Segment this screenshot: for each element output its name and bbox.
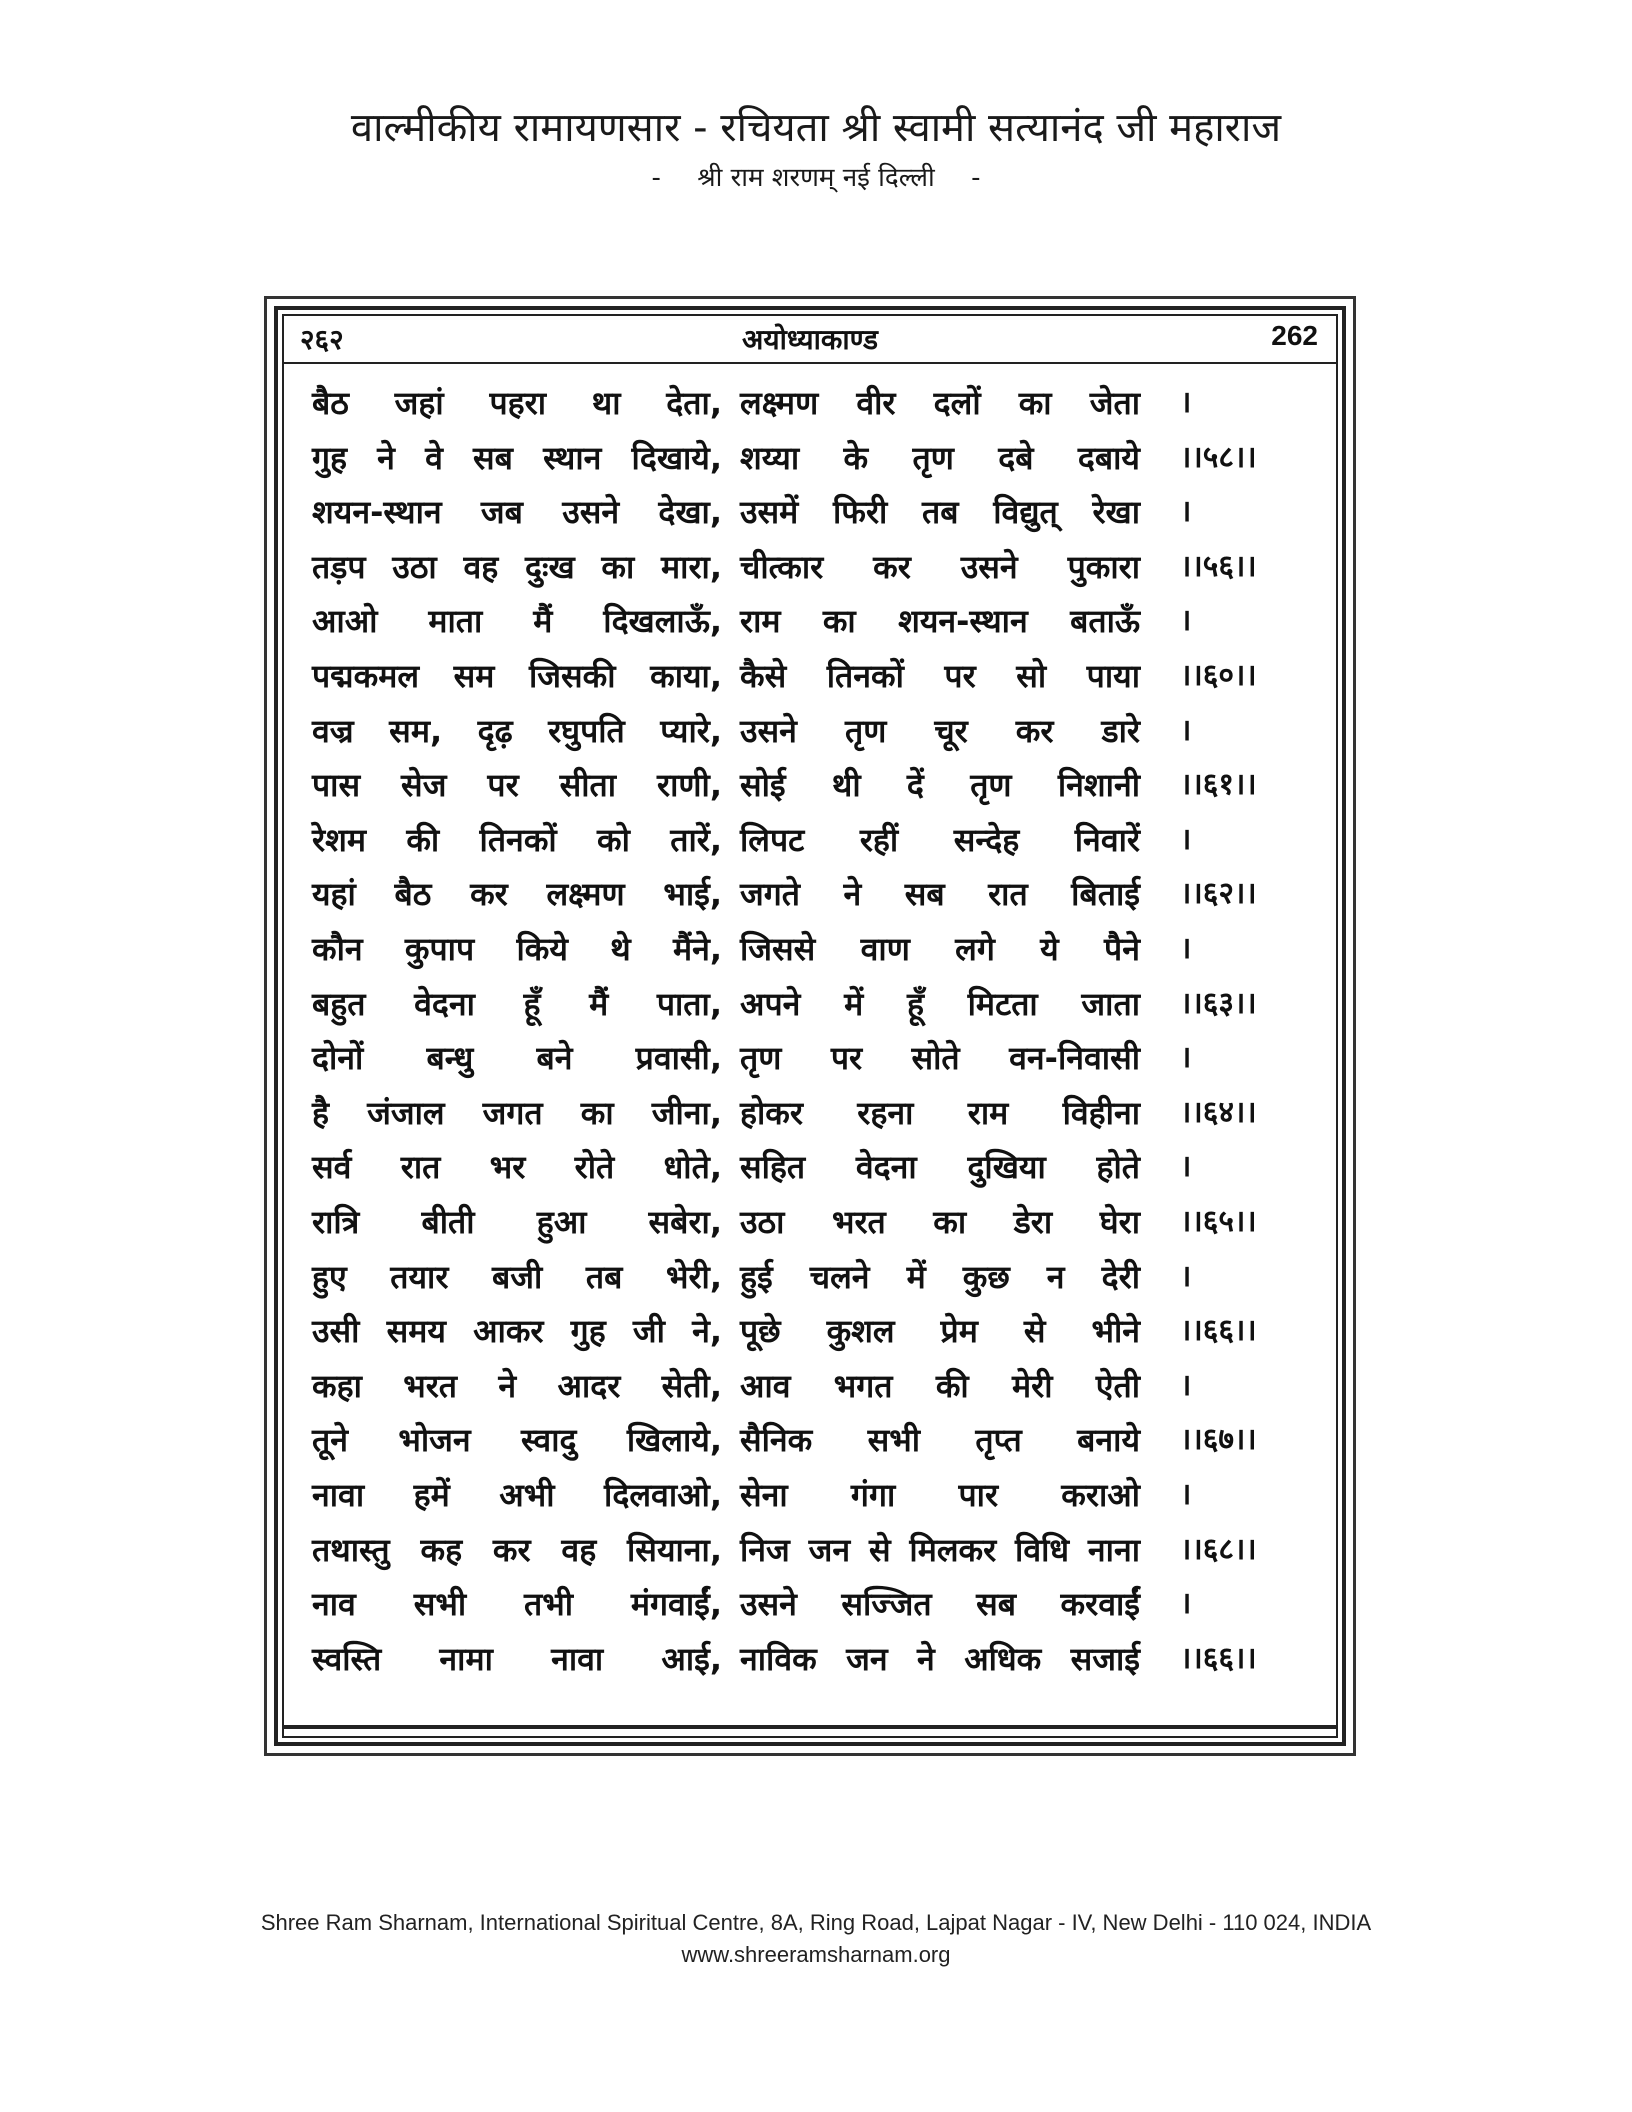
- verse-first-half: वज्र सम, दृढ़ रघुपति प्यारे,: [312, 711, 722, 750]
- subtitle-text: श्री राम शरणम् नई दिल्ली: [697, 163, 935, 193]
- verse-second-half: लिपट रहीं सन्देह निवारें: [740, 820, 1140, 859]
- verse-line: [0, 594, 1632, 648]
- verse-mark: ।: [1180, 385, 1192, 420]
- verse-line: [0, 1031, 1632, 1085]
- verse-second-half: शय्या के तृण दबे दबाये: [740, 438, 1140, 477]
- verse-first-half: कौन कुपाप किये थे मैंने,: [312, 930, 722, 968]
- verse-second-half: उसने तृण चूर कर डारे: [740, 711, 1140, 750]
- verse-second-half: जिससे वाण लगे ये पैने: [740, 930, 1140, 968]
- verse-second-half: होकर रहना राम विहीना: [740, 1093, 1140, 1132]
- verse-mark: ।।६५।।: [1180, 1204, 1257, 1239]
- verse-line: [0, 649, 1632, 703]
- verse-line: [0, 758, 1632, 812]
- subtitle-dash-left: -: [651, 163, 661, 193]
- verse-mark: ।: [1180, 1477, 1192, 1512]
- section-title: अयोध्याकाण्ड: [742, 323, 878, 356]
- verse-first-half: तड़प उठा वह दुःख का मारा,: [312, 547, 722, 586]
- verse-line: [0, 485, 1632, 539]
- verse-second-half: आव भगत की मेरी ऐती: [740, 1366, 1140, 1405]
- verse-line: [0, 1359, 1632, 1413]
- verse-line: [0, 1304, 1632, 1358]
- header-divider: [282, 362, 1338, 364]
- verse-mark: ।।६२।।: [1180, 876, 1257, 912]
- verse-first-half: गुह ने वे सब स्थान दिखाये,: [312, 438, 722, 477]
- verse-second-half: कैसे तिनकों पर सो पाया: [740, 657, 1140, 695]
- verse-second-half: चीत्कार कर उसने पुकारा: [740, 547, 1140, 586]
- verse-line: [0, 867, 1632, 921]
- verse-second-half: नाविक जन ने अधिक सजाई: [740, 1639, 1140, 1678]
- verse-second-half: हुई चलने में कुछ न देरी: [740, 1257, 1140, 1296]
- verse-second-half: अपने में हूँ मिटता जाता: [740, 984, 1140, 1023]
- verse-mark: ।।६०।।: [1180, 658, 1257, 693]
- verse-mark: ।: [1180, 1367, 1192, 1403]
- page-number-devanagari: २६२: [300, 323, 344, 356]
- verse-first-half: यहां बैठ कर लक्ष्मण भाई,: [312, 875, 722, 914]
- verse-second-half: उसमें फिरी तब विद्युत् रेखा: [740, 493, 1140, 532]
- verse-first-half: शयन-स्थान जब उसने देखा,: [312, 493, 722, 532]
- verse-first-half: रात्रि बीती हुआ सबेरा,: [312, 1203, 722, 1241]
- verse-second-half: पूछे कुशल प्रेम से भीने: [740, 1312, 1140, 1351]
- verse-second-half: उठा भरत का डेरा घेरा: [740, 1203, 1140, 1241]
- verse-first-half: नावा हमें अभी दिलवाओ,: [312, 1476, 722, 1514]
- verse-second-half: सोई थी दें तृण निशानी: [740, 766, 1140, 805]
- verse-mark: ।: [1180, 1040, 1192, 1076]
- verse-second-half: तृण पर सोते वन-निवासी: [740, 1039, 1140, 1078]
- verse-line: [0, 1140, 1632, 1194]
- verse-first-half: बहुत वेदना हूँ मैं पाता,: [312, 984, 722, 1023]
- verse-mark: ।: [1180, 494, 1192, 530]
- verse-line: [0, 1632, 1632, 1686]
- document-title: वाल्मीकीय रामायणसार - रचियता श्री स्वामी सत्यानंद जी महाराज: [350, 105, 1282, 151]
- verse-first-half: उसी समय आकर गुह जी ने,: [312, 1312, 722, 1351]
- verse-first-half: आओ माता मैं दिखलाऊँ,: [312, 602, 722, 641]
- verse-mark: ।: [1180, 821, 1192, 857]
- verse-mark: ।: [1180, 931, 1192, 966]
- verse-first-half: दोनों बन्धु बने प्रवासी,: [312, 1039, 722, 1078]
- verse-first-half: कहा भरत ने आदर सेती,: [312, 1366, 722, 1405]
- verse-line: [0, 1577, 1632, 1631]
- verse-mark: ।।६१।।: [1180, 767, 1257, 803]
- verse-mark: ।।६८।।: [1180, 1531, 1257, 1567]
- verse-first-half: रेशम की तिनकों को तारें,: [312, 820, 722, 859]
- verse-mark: ।।५६।।: [1180, 548, 1257, 584]
- verse-mark: ।: [1180, 1258, 1192, 1294]
- verse-line: [0, 376, 1632, 430]
- verse-line: [0, 1468, 1632, 1522]
- verse-first-half: है जंजाल जगत का जीना,: [312, 1093, 722, 1132]
- verse-line: [0, 922, 1632, 976]
- footer-website-link[interactable]: www.shreeramsharnam.org: [681, 1942, 951, 1967]
- verse-line: [0, 704, 1632, 758]
- verse-line: [0, 813, 1632, 867]
- verse-first-half: स्वस्ति नामा नावा आई,: [312, 1639, 722, 1678]
- document-subtitle: [0, 160, 1632, 196]
- page-number: 262: [1271, 320, 1318, 351]
- subtitle-dash-right: -: [971, 163, 981, 193]
- footer-address: Shree Ram Sharnam, International Spiritual Centre, 8A, Ring Road, Lajpat Nagar - IV, New Delhi - 110 024, INDIA: [260, 1910, 1372, 1935]
- verse-first-half: नाव सभी तभी मंगवाईं,: [312, 1585, 722, 1624]
- page-frame-bottom-rule: [282, 1725, 1338, 1729]
- verse-first-half: हुए तयार बजी तब भेरी,: [312, 1257, 722, 1296]
- verse-mark: ।: [1180, 1586, 1192, 1622]
- verse-mark: ।।६३।।: [1180, 985, 1257, 1021]
- verse-first-half: तूने भोजन स्वादु खिलाये,: [312, 1421, 722, 1460]
- verse-line: [0, 1195, 1632, 1249]
- verse-first-half: बैठ जहां पहरा था देता,: [312, 384, 722, 422]
- verse-second-half: सैनिक सभी तृप्त बनाये: [740, 1421, 1140, 1460]
- verse-second-half: लक्ष्मण वीर दलों का जेता: [740, 384, 1140, 422]
- verse-mark: ।।६६।।: [1180, 1640, 1257, 1676]
- verse-line: [0, 1413, 1632, 1467]
- verse-first-half: तथास्तु कह कर वह सियाना,: [312, 1530, 722, 1569]
- verse-first-half: पद्मकमल सम जिसकी काया,: [312, 657, 722, 695]
- verse-second-half: सेना गंगा पार कराओ: [740, 1476, 1140, 1514]
- verse-second-half: जगते ने सब रात बिताई: [740, 875, 1140, 914]
- verse-line: [0, 1250, 1632, 1304]
- verse-first-half: पास सेज पर सीता राणी,: [312, 766, 722, 805]
- verse-mark: ।: [1180, 712, 1192, 748]
- verse-mark: ।: [1180, 1149, 1192, 1185]
- verse-second-half: राम का शयन-स्थान बताऊँ: [740, 602, 1140, 641]
- verse-line: [0, 431, 1632, 485]
- verse-second-half: निज जन से मिलकर विधि नाना: [740, 1530, 1140, 1569]
- verse-mark: ।।६७।।: [1180, 1422, 1257, 1458]
- verse-second-half: उसने सज्जित सब करवाईं: [740, 1585, 1140, 1624]
- verse-line: [0, 977, 1632, 1031]
- verse-mark: ।।५८।।: [1180, 439, 1257, 475]
- verse-mark: ।।६६।।: [1180, 1313, 1257, 1349]
- page-header: [300, 318, 1320, 362]
- verse-second-half: सहित वेदना दुखिया होते: [740, 1148, 1140, 1187]
- verse-first-half: सर्व रात भर रोते धोते,: [312, 1148, 722, 1187]
- verse-line: [0, 540, 1632, 594]
- verse-line: [0, 1086, 1632, 1140]
- verse-line: [0, 1523, 1632, 1577]
- verse-mark: ।।६४।।: [1180, 1094, 1257, 1130]
- verse-mark: ।: [1180, 603, 1192, 639]
